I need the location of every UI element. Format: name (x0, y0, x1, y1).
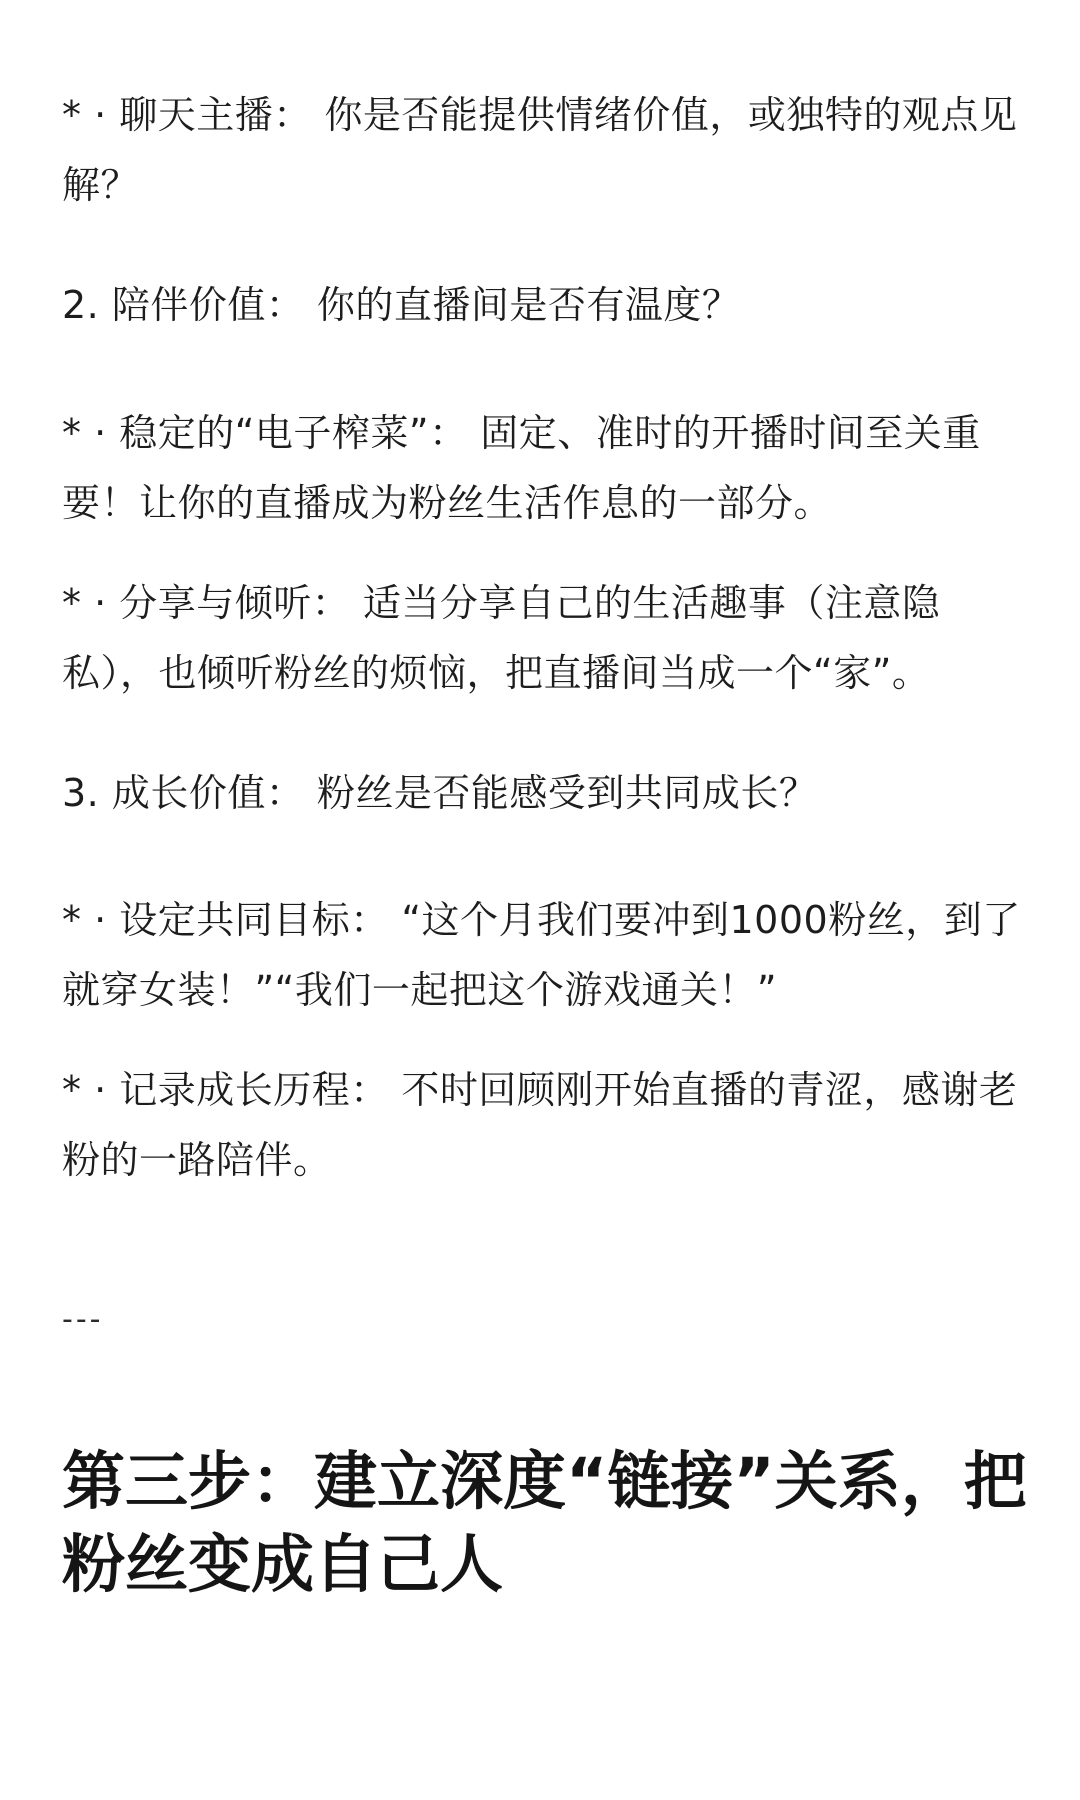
step-three-heading: 第三步：建立深度“链接”关系，把粉丝变成自己人 (62, 1445, 1027, 1601)
bullet-common-goal: * · 设定共同目标： “这个月我们要冲到1000粉丝，到了就穿女装！”“我们一起把这个游戏通关！” (62, 898, 1021, 1012)
bullet-chat-streamer: * · 聊天主播： 你是否能提供情绪价值，或独特的观点见解？ (62, 93, 1018, 207)
bullet-share-and-listen: * · 分享与倾听： 适当分享自己的生活趣事（注意隐私），也倾听粉丝的烦恼，把直播间当成一个“家”。 (62, 581, 941, 695)
section-divider: --- (62, 1302, 104, 1337)
section-growth-value: 3. 成长价值： 粉丝是否能感受到共同成长？ (62, 771, 818, 815)
bullet-record-growth: * · 记录成长历程： 不时回顾刚开始直播的青涩，感谢老粉的一路陪伴。 (62, 1068, 1018, 1182)
bullet-stable-schedule: * · 稳定的“电子榨菜”： 固定、准时的开播时间至关重要！让你的直播成为粉丝生活作息的一部分。 (62, 411, 981, 525)
section-companion-value: 2. 陪伴价值： 你的直播间是否有温度？ (62, 283, 741, 327)
